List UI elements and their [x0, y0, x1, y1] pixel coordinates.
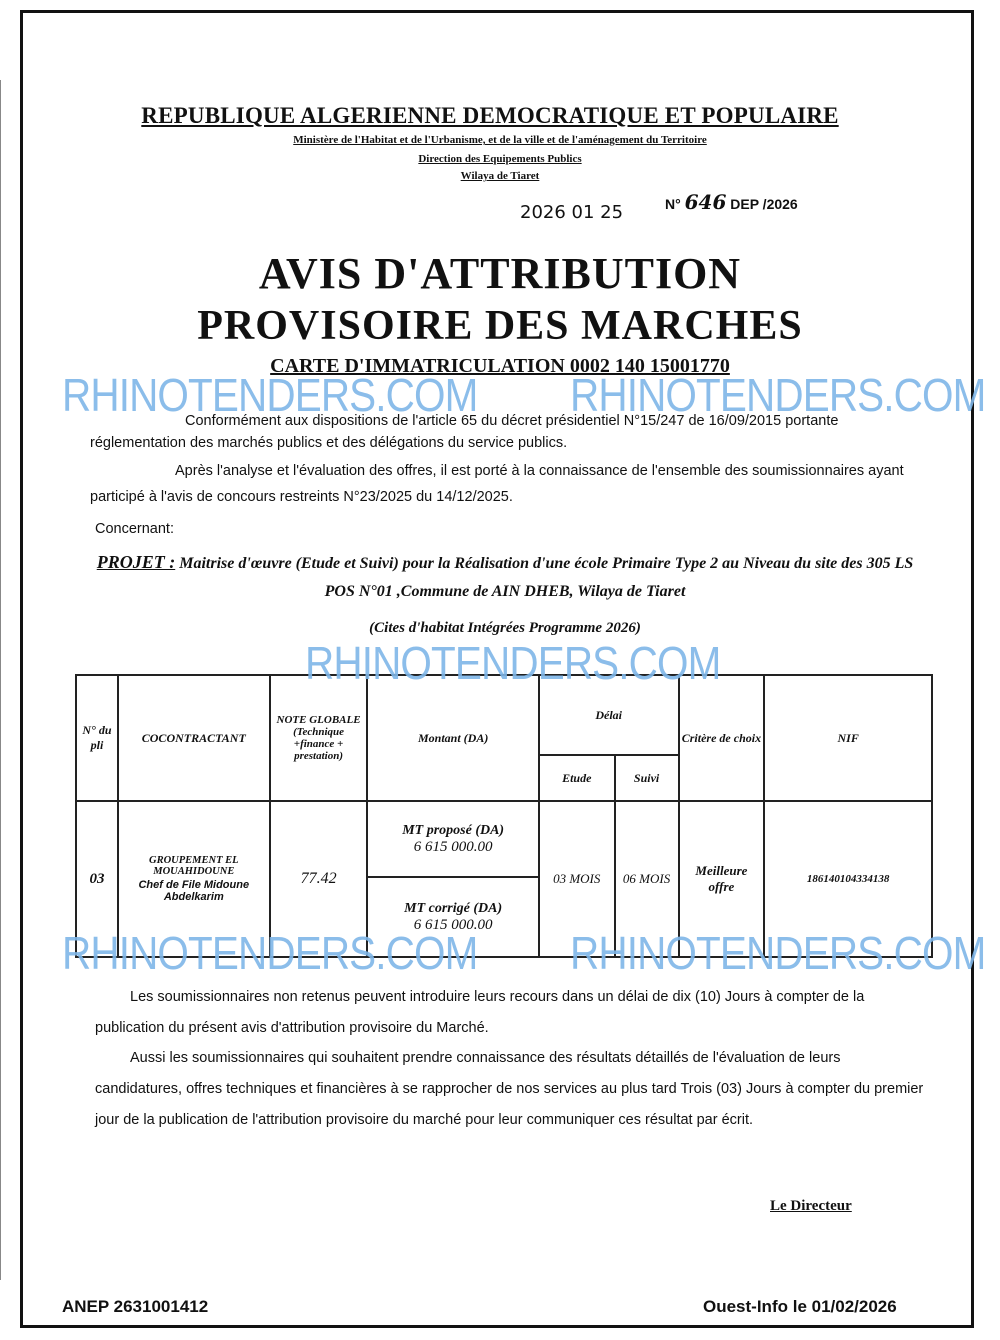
header-etude: Etude [539, 755, 615, 801]
anep-number: ANEP 2631001412 [62, 1297, 209, 1316]
cell-num: 03 [76, 801, 118, 957]
concernant-label: Concernant: [95, 521, 174, 537]
scan-edge [0, 80, 7, 1280]
cell-note: 77.42 [270, 801, 368, 957]
cocontractant-chief: Chef de File Midoune Abdelkarim [138, 879, 250, 903]
header-nif: NIF [764, 675, 932, 801]
watermark: RHINOTENDERS.COM [62, 369, 478, 421]
watermark: RHINOTENDERS.COM [570, 927, 986, 979]
cell-critere: Meilleure offre [679, 801, 765, 957]
project-description [90, 548, 920, 606]
paragraph-results: Aussi les soumissionnaires qui souhaitent prendre connaissance des résultats détaillés de l'évaluation de leurs candidatures, offres techniques et financières à se rapprocher de nos services au plus tard Trois (03) Jours à compter du premier jour de la publication de l'attribution provisoire du marché pour leur communiquer ces résultat par écrit. [95, 1050, 924, 1128]
title-line2: PROVISOIRE DES MARCHES [197, 303, 803, 349]
mt-corrige-label: MT corrigé (DA) [404, 900, 503, 916]
wilaya-header: Wilaya de Tiaret [460, 170, 540, 182]
registration-card: CARTE D'IMMATRICULATION 0002 140 15001770 [270, 355, 730, 377]
results-table [75, 674, 933, 958]
header-montant: Montant (DA) [367, 675, 538, 801]
ministry-header: Ministère de l'Habitat et de l'Urbanisme, et de la ville et de l'aménagement du Territoire [293, 134, 707, 146]
paragraph-decree: Conformément aux dispositions de l'article 65 du décret présidentiel N°15/247 de 16/09/2015 portante réglementation des marchés publics et des délégations du service publics. [90, 413, 839, 451]
handwritten-date: 2026 01 25 [520, 202, 624, 223]
mt-propose-label: MT proposé (DA) [402, 822, 505, 838]
cell-mt-propose [367, 801, 538, 877]
header-critere: Critère de choix [679, 675, 765, 801]
title-line1: AVIS D'ATTRIBUTION [258, 249, 742, 298]
header-cocontractant: COCONTRACTANT [118, 675, 270, 801]
cell-suivi: 06 MOIS [615, 801, 679, 957]
header-delai: Délai [539, 675, 679, 755]
ref-number-handwritten: 646 [684, 190, 727, 214]
reference-number [665, 190, 798, 214]
cell-etude: 03 MOIS [539, 801, 615, 957]
republic-header: REPUBLIQUE ALGERIENNE DEMOCRATIQUE ET POPULAIRE [141, 103, 839, 128]
watermark: RHINOTENDERS.COM [570, 369, 986, 421]
watermark: RHINOTENDERS.COM [305, 637, 721, 689]
mt-propose-value: 6 615 000.00 [413, 838, 493, 855]
cell-nif: 186140104334138 [764, 801, 932, 957]
project-label: PROJET : [96, 552, 176, 572]
program-note: (Cites d'habitat Intégrées Programme 2026) [369, 620, 641, 636]
header-note: NOTE GLOBALE (Technique +finance + prestation) [270, 675, 368, 801]
publication-source: Ouest-Info le 01/02/2026 [703, 1297, 897, 1316]
project-text: Maitrise d'œuvre (Etude et Suivi) pour la Réalisation d'une école Primaire Type 2 au Niveau du site des 305 LS POS N°01 ,Commune de AIN DHEB, Wilaya de Tiaret [179, 555, 914, 600]
watermark: RHINOTENDERS.COM [62, 927, 478, 979]
header-num: N° du pli [76, 675, 118, 801]
mt-corrige-value: 6 615 000.00 [413, 916, 493, 933]
cocontractant-group: GROUPEMENT EL MOUAHIDOUNE [149, 855, 239, 877]
ref-prefix: N° [665, 196, 681, 212]
paragraph-analysis: Après l'analyse et l'évaluation des offres, il est porté à la connaissance de l'ensemble des soumissionnaires ayant participé à l'avis de concours restreints N°23/2025 du 14/12/2025. [90, 463, 904, 505]
direction-header: Direction des Equipements Publics [418, 153, 582, 165]
header-suivi: Suivi [615, 755, 679, 801]
table-row [76, 801, 932, 877]
paragraph-appeal: Les soumissionnaires non retenus peuvent introduire leurs recours dans un délai de dix (10) Jours à compter de la publication du présent avis d'attribution provisoire du Marché. [95, 989, 865, 1036]
signature-label: Le Directeur [770, 1198, 852, 1214]
ref-suffix: DEP /2026 [730, 196, 798, 212]
